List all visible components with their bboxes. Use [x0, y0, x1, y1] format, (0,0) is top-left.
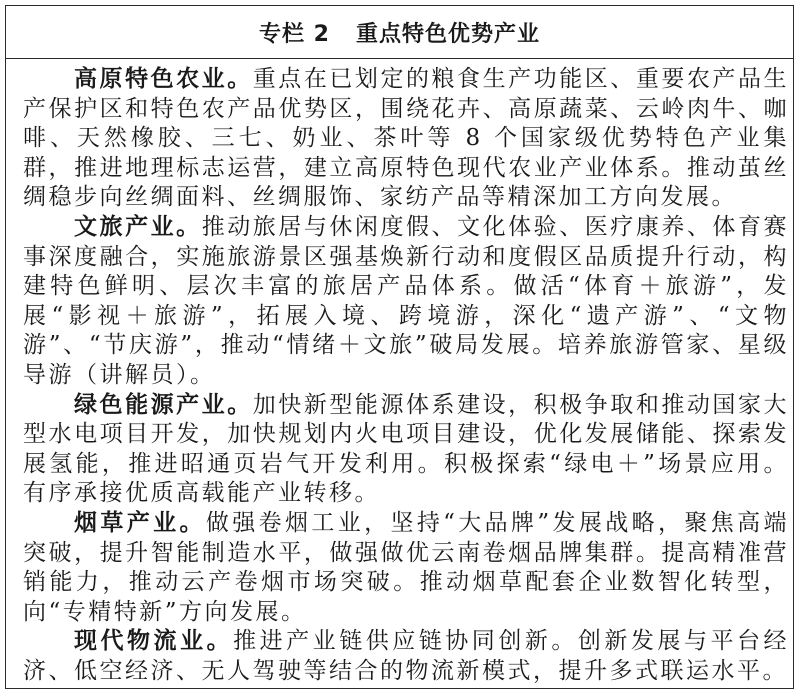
feature-column-box	[5, 5, 794, 689]
section-lead: 高原特色农业。	[74, 66, 253, 92]
section-green-energy	[23, 391, 789, 509]
section-body: 做强卷烟工业，坚持“大品牌”发展战略，聚焦高端突破，提升智能制造水平，做强做优云南卷烟品牌集群。提高精准营销能力，推动云产卷烟市场突破。推动烟草配套企业数智化转型，向“专精特新”方向发展。	[23, 509, 789, 625]
section-modern-logistics	[23, 627, 789, 686]
column-title: 重点特色优势产业	[355, 21, 540, 47]
section-lead: 绿色能源产业。	[74, 391, 253, 418]
section-tobacco	[23, 509, 789, 627]
column-header	[6, 6, 793, 59]
section-body: 重点在已划定的粮食生产功能区、重要农产品生产保护区和特色农产品优势区，围绕花卉、高原蔬菜、云岭肉牛、咖啡、天然橡胶、三七、奶业、茶叶等 8 个国家级优势特色产业集群，推进地理标志运营，建立高原特色现代农业产业体系。推动茧丝绸稳步向丝绸面料、丝绸服饰、家纺产品等精深加工方向发展。	[23, 66, 790, 211]
section-lead: 文旅产业。	[74, 213, 202, 240]
section-body: 推动旅居与休闲度假、文化体验、医疗康养、体育赛事深度融合，实施旅游景区强基焕新行动和度假区品质提升行动，构建特色鲜明、层次丰富的旅居产品体系。做活“体育＋旅游”，发展“影视＋旅游”，拓展入境、跨境游，深化“遗产游”、“文物游”、“节庆游”，推动“情绪＋文旅”破局发展。培养旅游管家、星级导游（讲解员）。	[23, 213, 790, 388]
section-body: 加快新型能源体系建设，积极争取和推动国家大型水电项目开发，加快规划内火电项目建设，优化发展储能、探索发展氢能，推进昭通页岩气开发利用。积极探索“绿电＋”场景应用。有序承接优质高载能产业转移。	[23, 391, 790, 507]
section-body: 推进产业链供应链协同创新。创新发展与平台经济、低空经济、无人驾驶等结合的物流新模式，提升多式联运水平。	[23, 628, 790, 684]
section-culture-tourism	[23, 213, 789, 391]
section-highland-agriculture	[23, 65, 789, 213]
section-lead: 烟草产业。	[74, 509, 206, 536]
column-label: 专栏 2	[259, 21, 330, 47]
column-body	[6, 59, 789, 686]
section-lead: 现代物流业。	[74, 628, 234, 655]
